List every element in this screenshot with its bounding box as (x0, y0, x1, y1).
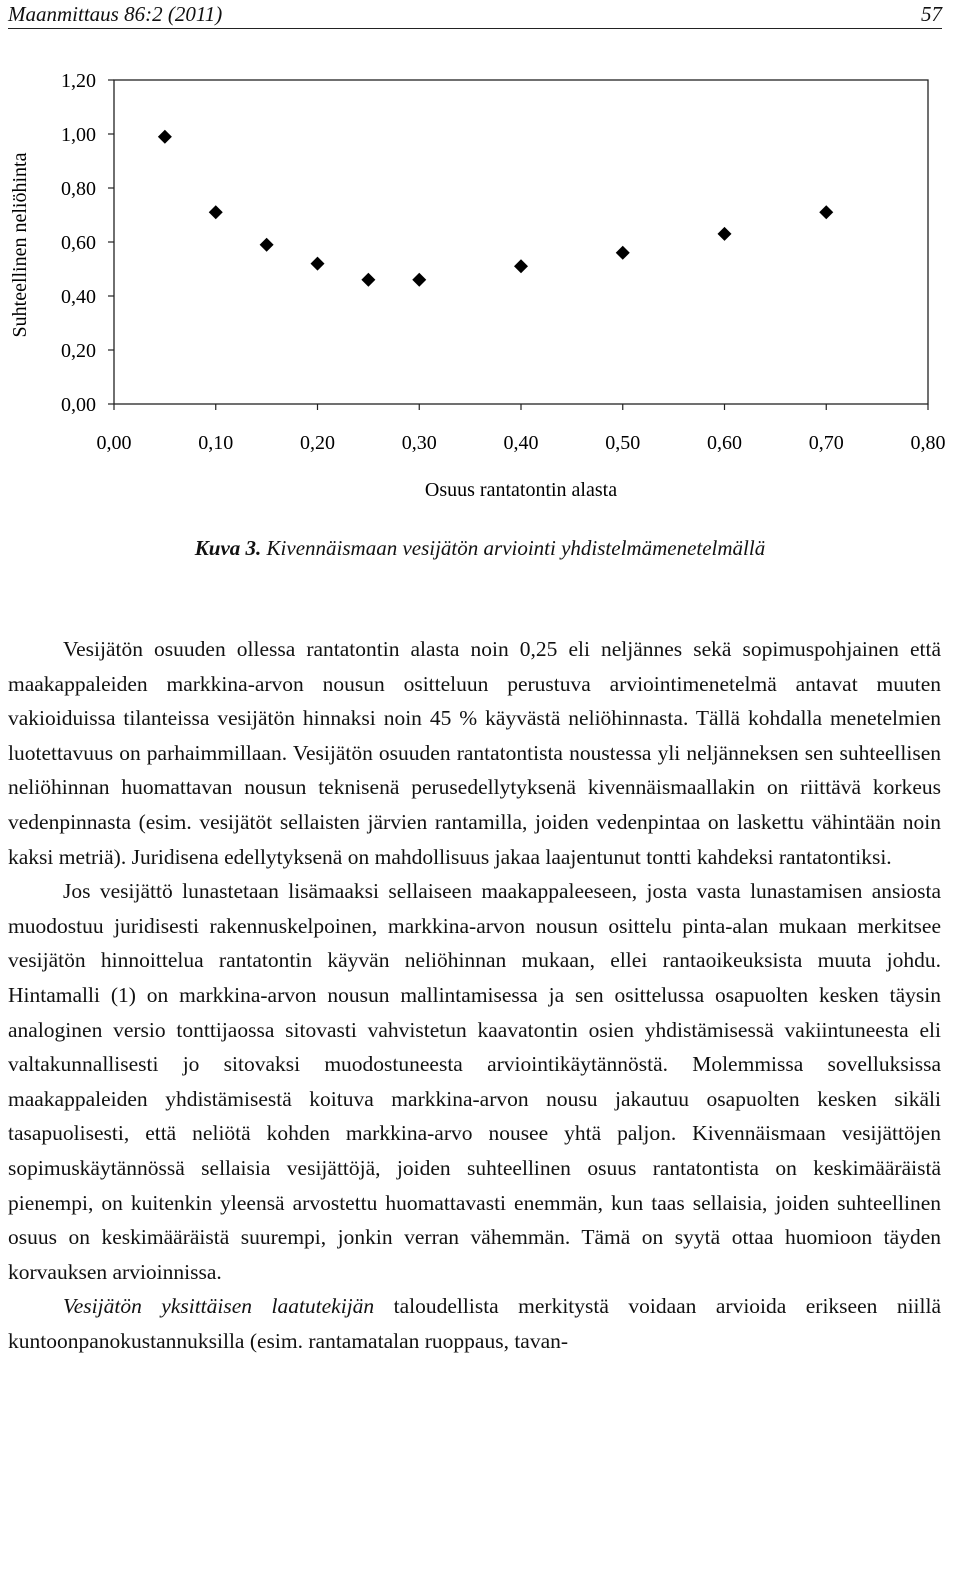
paragraph-3 (8, 1289, 941, 1358)
paragraph-3-emphasis: Vesijätön yksittäisen laatutekijän (63, 1294, 375, 1319)
data-point-marker (616, 246, 630, 260)
data-point-marker (412, 273, 426, 287)
y-axis-label: Suhteellinen neliöhinta (9, 152, 31, 338)
data-point-marker (260, 238, 274, 252)
paragraph-1: Vesijätön osuuden ollessa rantatontin alasta noin 0,25 eli neljännes sekä sopimuspohjainen että maakappaleiden markkina-arvon nousun ositteluun perustuva arviointimenetelmä antavat muuten vakioiduissa tilanteissa vesijätön hinnaksi noin 45 % käyvästä neliöhinnasta. Tällä kohdalla menetelmien luotettavuus on parhaimmillaan. Vesijätön osuuden rantatontista noustessa yli neljänneksen sen suhteellisen neliöhinnan huomattavan nousun teknisenä perusedellytyksenä kivennäismaallakin on riittävä korkeus vedenpinnasta (esim. vesijätöt sellaisten järvien rantamilla, joiden vedenpintaa on laskettu vähintään noin kaksi metriä). Juridisena edellytyksenä on mahdollisuus jakaa laajentunut tontti kahdeksi rantatontiksi. (8, 637, 941, 869)
x-tick-label: 0,30 (401, 432, 437, 454)
data-point-marker (819, 205, 833, 219)
x-tick-label: 0,00 (96, 432, 132, 454)
paragraph-3-text: taloudellista merkitystä voidaan arvioida erikseen niillä kuntoonpanokustannuksilla (esim. rantamatalan ruoppaus, tavan- (8, 1294, 942, 1353)
paragraph-2: Jos vesijättö lunastetaan lisämaaksi sellaiseen maakappaleeseen, josta vasta lunastamisen ansiosta muodostuu juridisesti rakennuskelpoinen, markkina-arvon nousun osittelu pinta-alan mukaan merkitsee vesijätön hinnoittelua rantatontin käyvän neliöhinnan mukaan, ellei rantaoikeuksista muuta johdu. Hintamalli (1) on markkina-arvon nousun mallintamisessa ja sen osittelussa osapuolten kesken täysin analoginen versio tonttijaossa sitovasti vahvistetun kaavatontin osien yhdistämisessä vakiintuneesta eli valtakunnallisesti jo sitovaksi muodostuneesta arviointikäytännöstä. Molemmissa sovelluksissa maakappaleiden yhdistämisestä koituva markkina-arvon nousu jakautuu osapuolten kesken sikäli tasapuolisesti, että neliötä kohden markkina-arvo nousee yhtä paljon. Kivennäismaan vesijättöjen sopimuskäytännössä sellaisia vesijättöjä, joiden suhteellinen osuus rantatontista on keskimääräistä pienempi, on kuitenkin yleensä arvostettu huomattavasti enemmän, kun taas sellaisia, joiden suhteellinen osuus on keskimääräistä suurempi, jonkin verran vähemmän. Tämä on syytä ottaa huomioon täyden korvauksen arvioinnissa. (8, 879, 941, 1284)
y-axis-ticks (61, 70, 114, 416)
data-point-marker (158, 130, 172, 144)
data-points (158, 130, 833, 287)
y-tick-label: 0,60 (61, 232, 96, 254)
x-tick-label: 0,20 (300, 432, 335, 454)
data-point-marker (209, 205, 223, 219)
y-tick-label: 0,20 (61, 340, 96, 362)
x-tick-label: 0,70 (808, 432, 844, 454)
journal-title: Maanmittaus 86:2 (2011) (8, 2, 223, 26)
y-tick-label: 0,80 (61, 178, 96, 200)
body-text (8, 632, 941, 1358)
x-axis-ticks (97, 404, 946, 454)
page-number: 57 (921, 2, 942, 26)
caption-text: Kivennäismaan vesijätön arviointi yhdistelmämenetelmällä (266, 536, 766, 560)
x-tick-label: 0,80 (910, 432, 946, 454)
data-point-marker (311, 257, 325, 271)
page-header (8, 0, 942, 29)
y-tick-label: 0,40 (61, 286, 96, 308)
data-point-marker (514, 259, 528, 273)
scatter-chart (0, 40, 960, 510)
y-tick-label: 0,00 (61, 394, 96, 416)
x-tick-label: 0,40 (503, 432, 539, 454)
y-tick-label: 1,00 (61, 124, 96, 146)
figure-caption (0, 533, 960, 563)
caption-label: Kuva 3. (194, 536, 262, 560)
x-tick-label: 0,50 (605, 432, 641, 454)
x-tick-label: 0,60 (707, 432, 742, 454)
y-tick-label: 1,20 (61, 70, 96, 92)
x-tick-label: 0,10 (198, 432, 234, 454)
data-point-marker (718, 227, 732, 241)
plot-area (114, 80, 928, 404)
data-point-marker (361, 273, 375, 287)
x-axis-label: Osuus rantatontin alasta (424, 479, 618, 501)
